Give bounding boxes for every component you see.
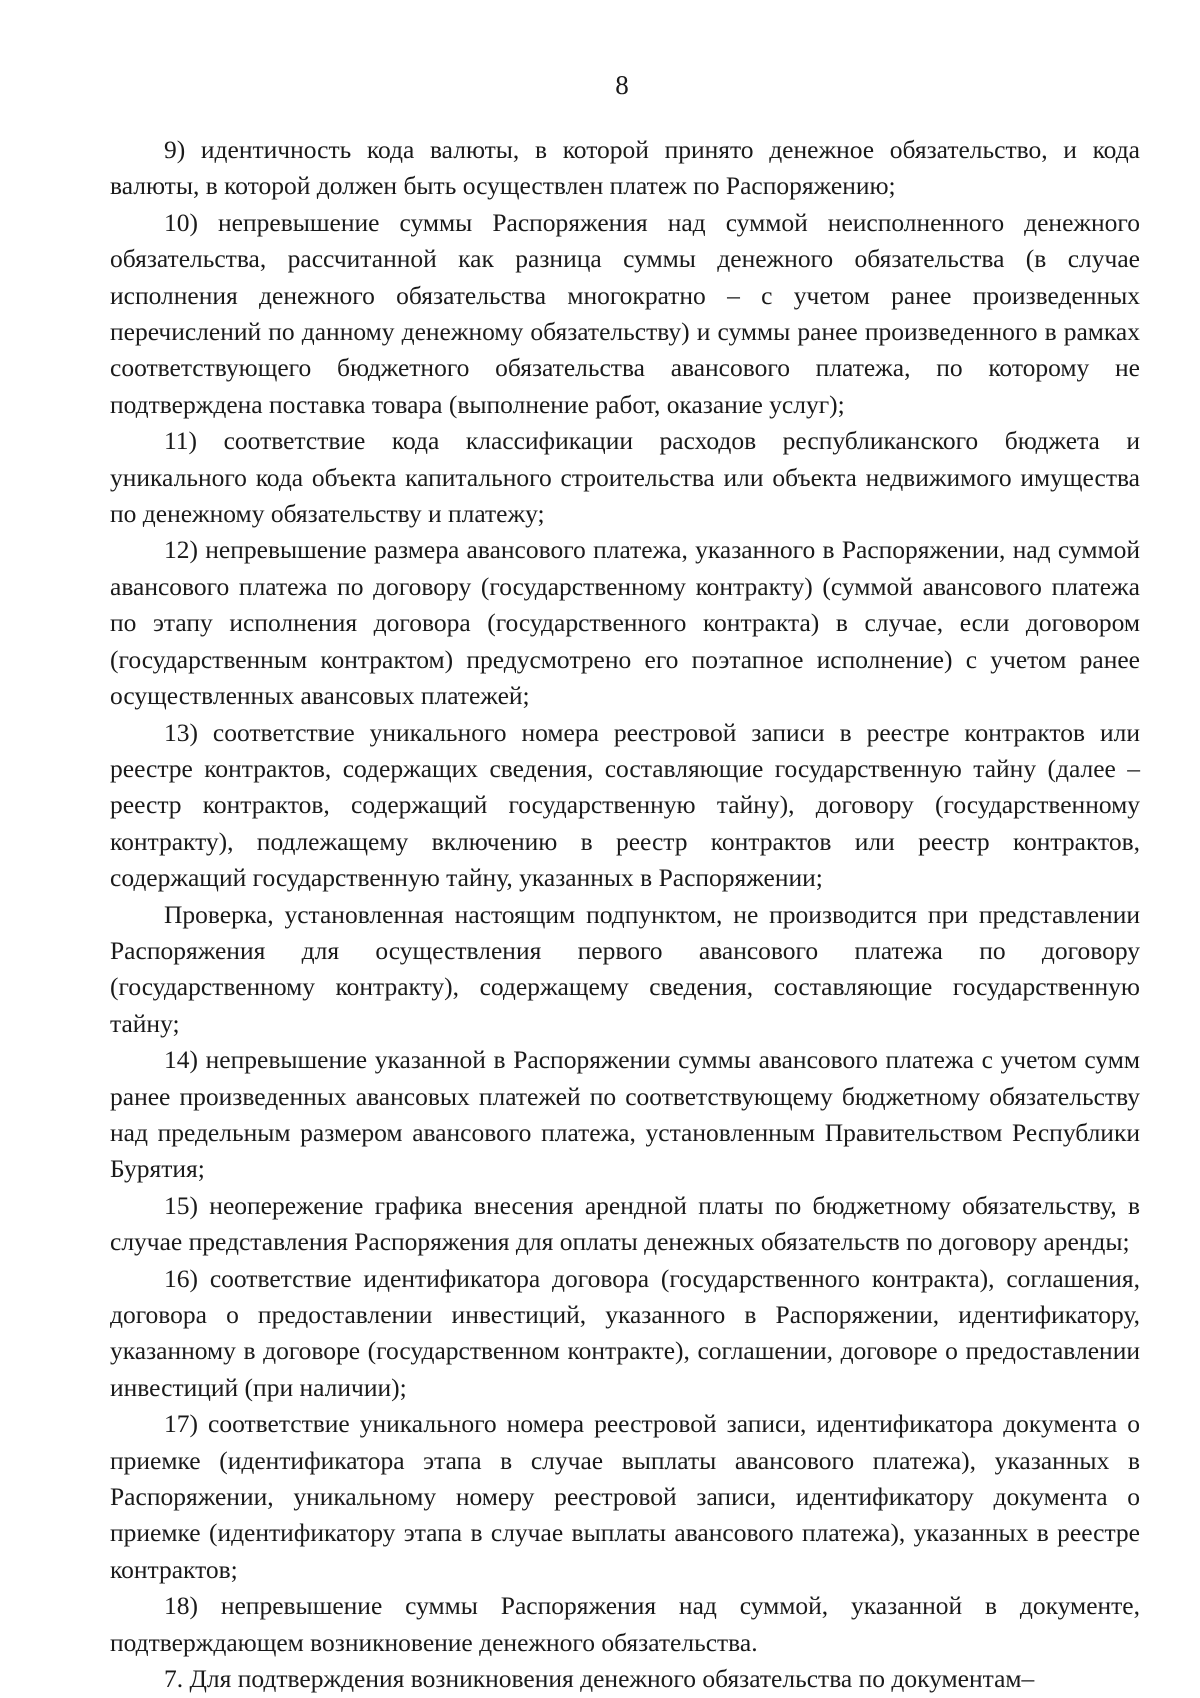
paragraph-item-18: 18) непревышение суммы Распоряжения над суммой, указанной в документе, подтверждающем возникновение денежного обязательства.: [110, 1591, 1140, 1657]
paragraph-item-10: 10) непревышение суммы Распоряжения над суммой неисполненного денежного обязательства, рассчитанной как разница суммы денежного обязательства (в случае исполнения денежного обязательства многократно – с учетом ранее произведенных перечислений по данному денежному обязательству) и суммы ранее произведенного в рамках соответствующего бюджетного обязательства авансового платежа, по которому не подтверждена поставка товара (выполнение работ, оказание услуг);: [110, 207, 1140, 419]
paragraph-item-11: 11) соответствие кода классификации расходов республиканского бюджета и уникального кода объекта капитального строительства или объекта недвижимого имущества по денежному обязательству и платежу;: [110, 426, 1140, 529]
paragraph-section-7: 7. Для подтверждения возникновения денежного обязательства по документам–: [164, 1664, 1035, 1694]
paragraph-item-13: 13) соответствие уникального номера реестровой записи в реестре контрактов или реестре контрактов, содержащих сведения, составляющие государственную тайну (далее – реестр контрактов, содержащий государственную тайну), договору (государственному контракту), подлежащему включению в реестр контрактов или реестр контрактов, содержащий государственную тайну, указанных в Распоряжении;: [110, 717, 1140, 893]
paragraph-item-12: 12) непревышение размера авансового платежа, указанного в Распоряжении, над суммой авансового платежа по договору (государственному контракту) (суммой авансового платежа по этапу исполнения договора (государственного контракта) в случае, если договором (государственным контрактом) предусмотрено его поэтапное исполнение) с учетом ранее осуществленных авансовых платежей;: [110, 535, 1140, 711]
paragraph-item-14: 14) непревышение указанной в Распоряжении суммы авансового платежа с учетом сумм ранее произведенных авансовых платежей по соответствующему бюджетному обязательству над предельным размером авансового платежа, установленным Правительством Республики Бурятия;: [110, 1045, 1140, 1184]
paragraph-item-15: 15) неопережение графика внесения арендной платы по бюджетному обязательству, в случае представления Распоряжения для оплаты денежных обязательств по договору аренды;: [110, 1190, 1140, 1257]
paragraph-item-16: 16) соответствие идентификатора договора (государственного контракта), соглашения, договора о предоставлении инвестиций, указанного в Распоряжении, идентификатору, указанному в договоре (государственном контракте), соглашении, договоре о предоставлении инвестиций (при наличии);: [110, 1263, 1140, 1402]
paragraph-check-note: Проверка, установленная настоящим подпунктом, не производится при представлении Распоряжения для осуществления первого авансового платежа по договору (государственному контракту), содержащему сведения, составляющие государственную тайну;: [110, 899, 1140, 1038]
document-body: [110, 132, 1140, 1697]
page-number: 8: [615, 70, 629, 100]
paragraph-item-9: 9) идентичность кода валюты, в которой принято денежное обязательство, и кода валюты, в которой должен быть осуществлен платеж по Распоряжению;: [110, 135, 1140, 201]
paragraph-item-17: 17) соответствие уникального номера реестровой записи, идентификатора документа о приемке (идентификатора этапа в случае выплаты авансового платежа), указанных в Распоряжении, уникальному номеру реестровой записи, идентификатору документа о приемке (идентификатору этапа в случае выплаты авансового платежа), указанных в реестре контрактов;: [110, 1409, 1140, 1584]
